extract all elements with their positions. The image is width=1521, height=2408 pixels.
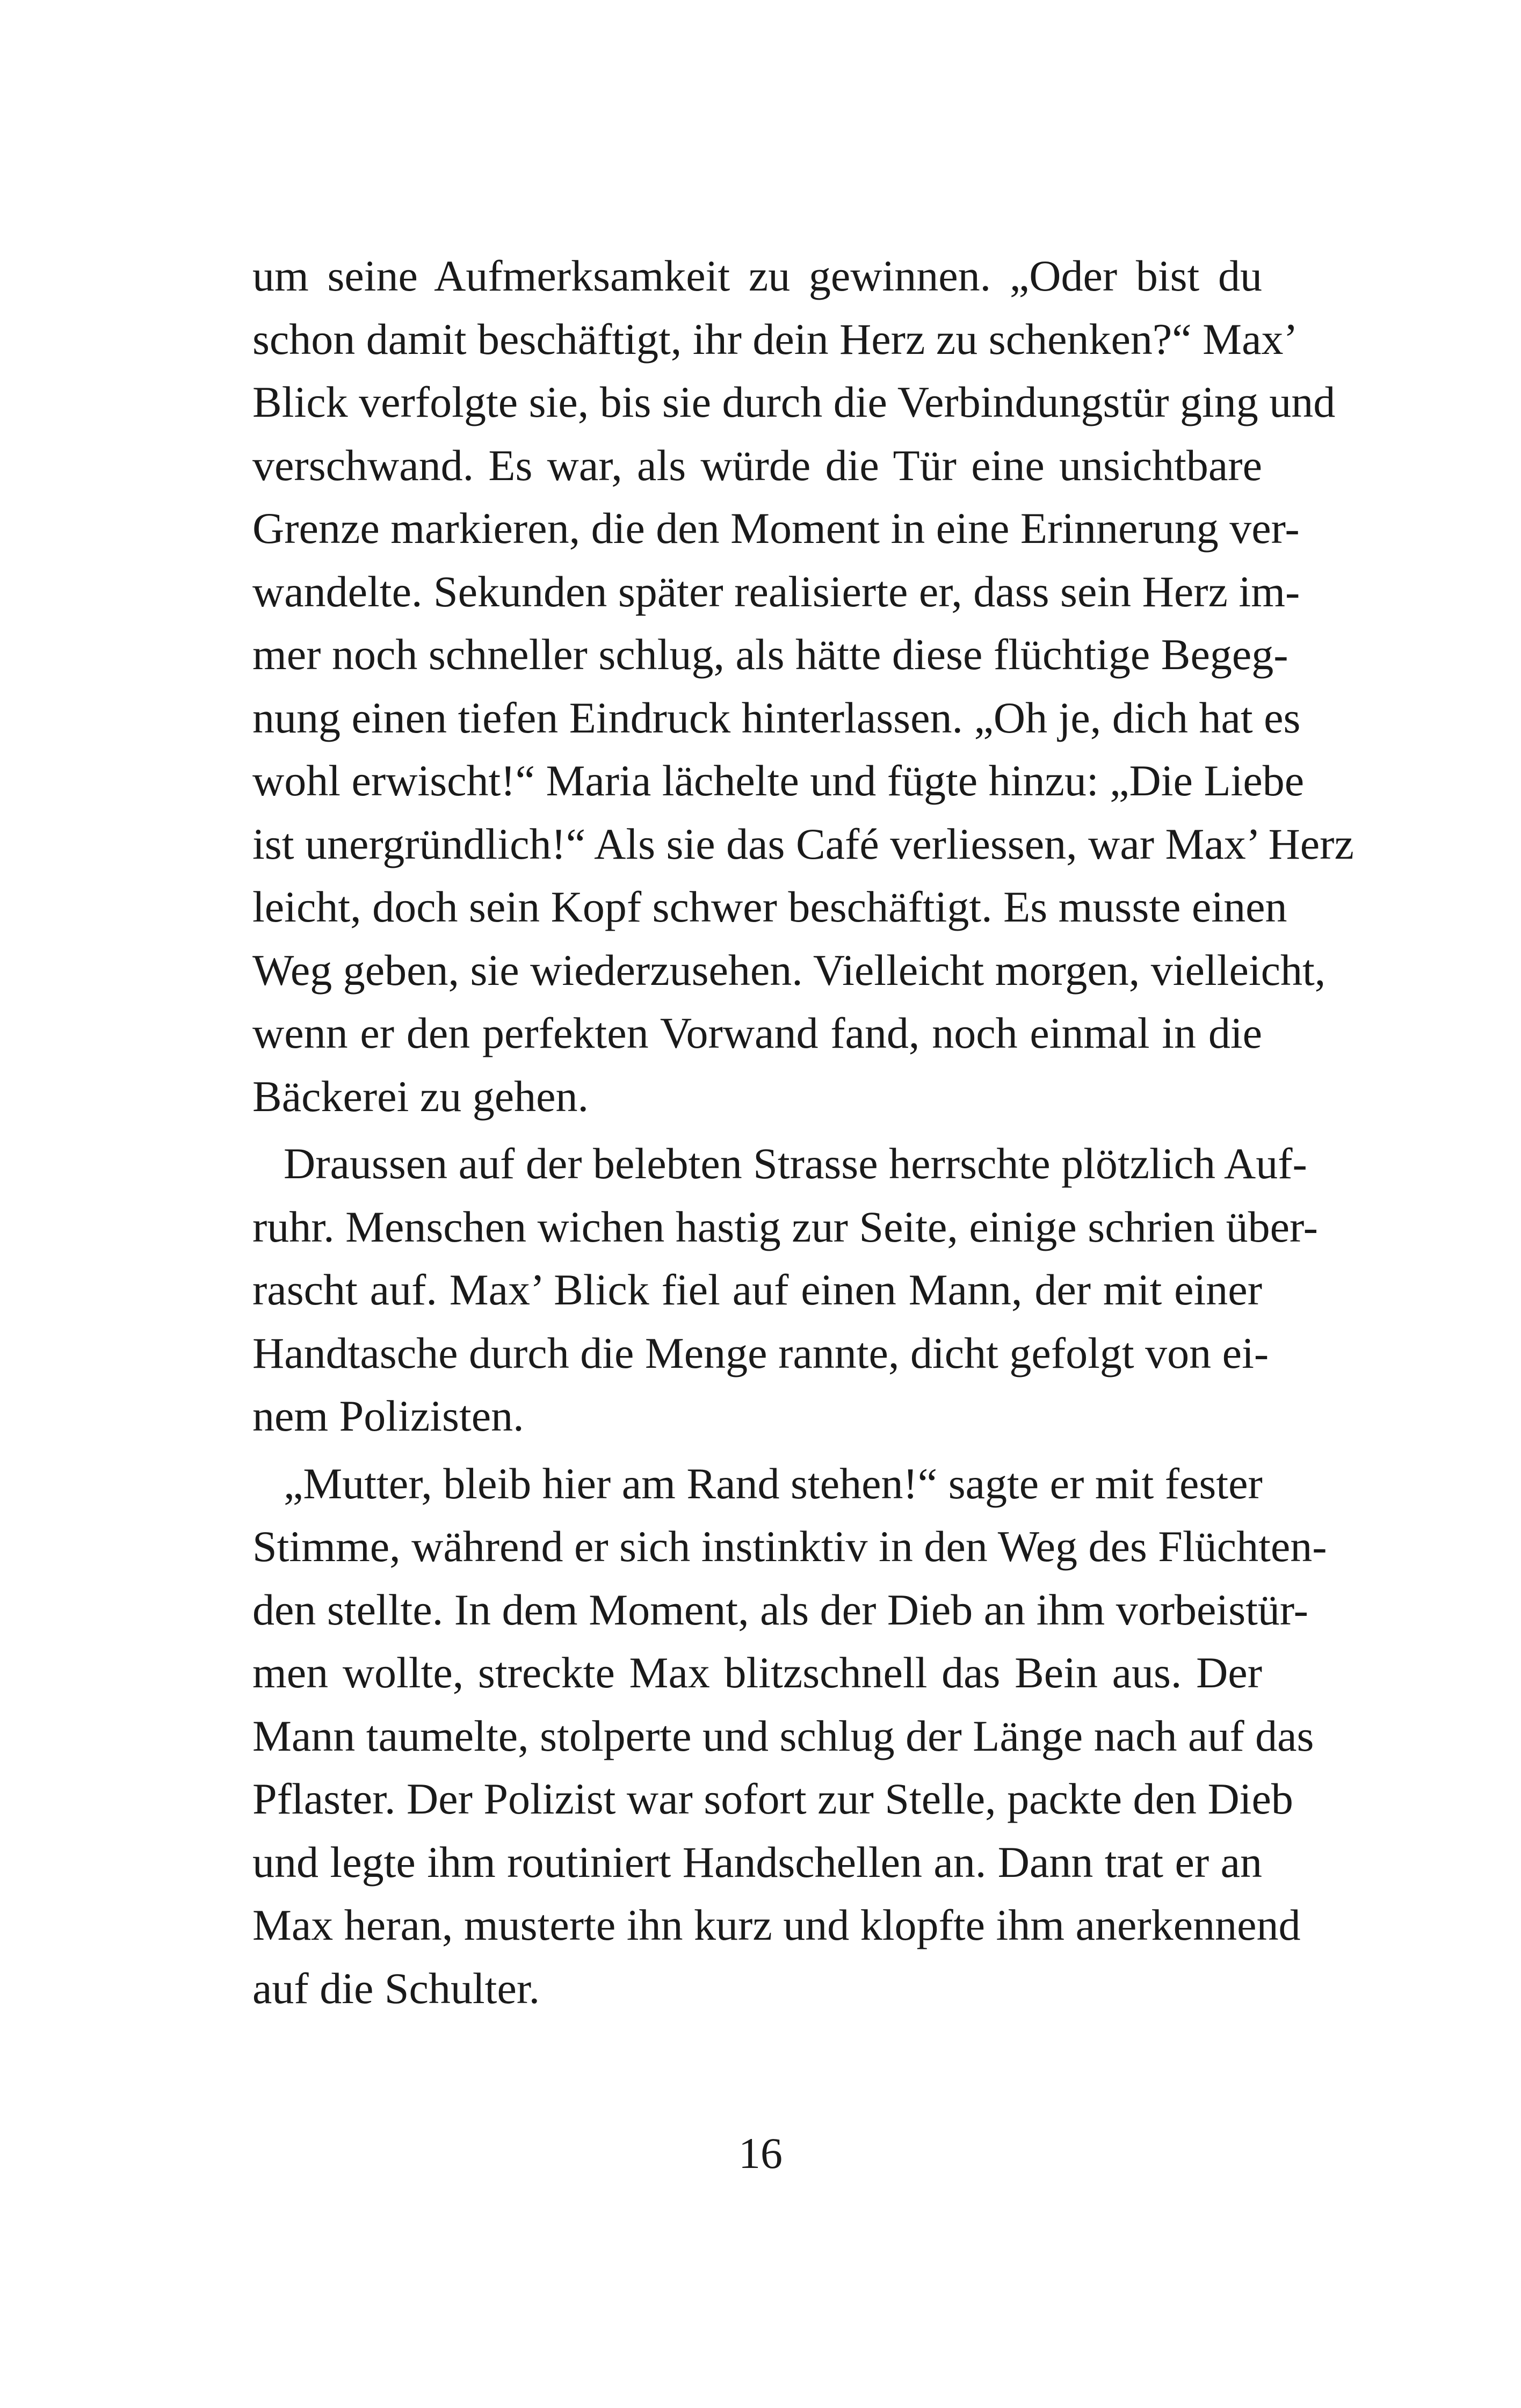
page-number: 16 <box>738 2129 783 2178</box>
paragraph-3 <box>252 1452 1327 2020</box>
text-line: wandelte. Sekunden später realisierte er, dass sein Herz im- <box>252 567 1300 616</box>
text-line: Grenze markieren, die den Moment in eine Erinnerung ver- <box>252 504 1300 553</box>
text-line: Bäckerei zu gehen. <box>252 1071 589 1121</box>
text-line: ist unergründlich!“ Als sie das Café verliessen, war Max’ Herz <box>252 819 1354 868</box>
text-line: rascht auf. Max’ Blick fiel auf einen Mann, der mit einer <box>252 1265 1262 1314</box>
text-line: und legte ihm routiniert Handschellen an. Dann trat er an <box>252 1837 1262 1887</box>
text-line: Pflaster. Der Polizist war sofort zur Stelle, packte den Dieb <box>252 1774 1293 1823</box>
text-line: nung einen tiefen Eindruck hinterlassen. „Oh je, dich hat es <box>252 693 1301 742</box>
text-line: schon damit beschäftigt, ihr dein Herz zu schenken?“ Max’ <box>252 314 1298 364</box>
text-line: verschwand. Es war, als würde die Tür eine unsichtbare <box>252 440 1262 490</box>
text-line: Max heran, musterte ihn kurz und klopfte ihm anerkennend <box>252 1901 1301 1949</box>
text-line: Weg geben, sie wiederzusehen. Vielleicht morgen, vielleicht, <box>252 945 1326 995</box>
text-line: „Mutter, bleib hier am Rand stehen!“ sagte er mit fester <box>284 1459 1263 1508</box>
text-line: Stimme, während er sich instinktiv in den Weg des Flüchten- <box>252 1522 1327 1571</box>
text-line: um seine Aufmerksamkeit zu gewinnen. „Oder bist du <box>252 251 1262 300</box>
text-line: den stellte. In dem Moment, als der Dieb an ihm vorbeistür- <box>252 1585 1308 1634</box>
paragraph-1 <box>252 244 1354 1128</box>
text-line: Handtasche durch die Menge rannte, dicht gefolgt von ei- <box>252 1328 1269 1377</box>
text-line: Blick verfolgte sie, bis sie durch die Verbindungstür ging und <box>252 378 1336 426</box>
text-line: men wollte, streckte Max blitzschnell das Bein aus. Der <box>252 1648 1262 1697</box>
text-line: mer noch schneller schlug, als hätte diese flüchtige Begeg- <box>252 630 1288 679</box>
text-line: nem Polizisten. <box>252 1391 524 1440</box>
text-line: wohl erwischt!“ Maria lächelte und fügte hinzu: „Die Liebe <box>252 756 1305 805</box>
text-line: auf die Schulter. <box>252 1963 540 2013</box>
text-line: leicht, doch sein Kopf schwer beschäftigt. Es musste einen <box>252 882 1287 931</box>
body-text <box>252 244 1354 2020</box>
text-line: Mann taumelte, stolperte und schlug der Länge nach auf das <box>252 1711 1314 1760</box>
paragraph-2 <box>252 1132 1318 1448</box>
text-line: ruhr. Menschen wichen hastig zur Seite, einige schrien über- <box>252 1202 1318 1251</box>
text-line: Draussen auf der belebten Strasse herrschte plötzlich Auf- <box>284 1139 1307 1188</box>
text-line: wenn er den perfekten Vorwand fand, noch einmal in die <box>252 1009 1262 1057</box>
